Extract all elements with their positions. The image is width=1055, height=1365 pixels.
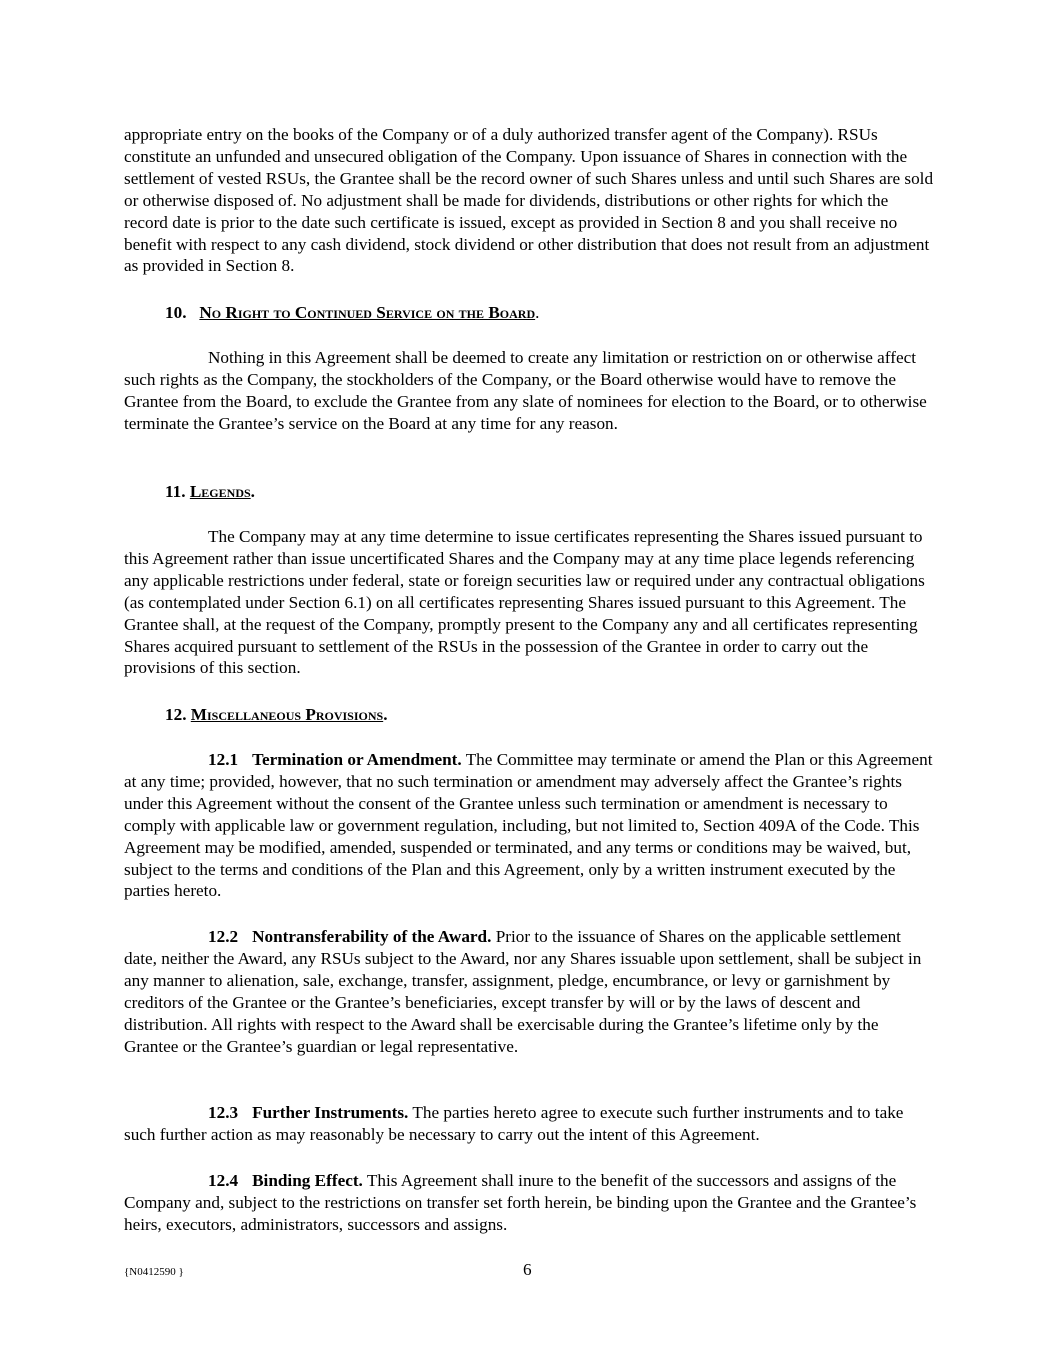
subsection-12-1-text: The Committee may terminate or amend the Plan or this Agreement at any time; provided, however, that no such termination or amendment may adversely affect the Grantee’s rights under this Agreement without the consent of the Grantee unless such termination or amendment is necessary to comply with applicable law or government regulation, including, but not limited to, Section 409A of the Code. This Agreement may be modified, amended, suspended or terminated, and any terms or conditions may be waived, but, subject to the terms and conditions of the Plan and this Agreement, only by a written instrument executed by the parties hereto.: [124, 750, 933, 901]
subsection-12-2-text: Prior to the issuance of Shares on the applicable settlement date, neither the Award, any RSUs subject to the Award, nor any Shares issuable upon settlement, shall be subject in any manner to alienation, sale, exchange, transfer, assignment, pledge, encumbrance, or levy or garnishment by creditors of the Grantee or the Grantee’s beneficiaries, except transfer by will or by the laws of descent and distribution. All rights with respect to the Award shall be exercisable during the Grantee’s lifetime only by the Grantee or the Grantee’s guardian or legal representative.: [124, 927, 922, 1056]
subsection-12-4: [124, 1170, 936, 1236]
section-10-text: Nothing in this Agreement shall be deemed to create any limitation or restriction on or otherwise affect such rights as the Company, the stockholders of the Company, or the Board otherwise would have to remove the Grantee from the Board, to exclude the Grantee from any slate of nominees for election to the Board, or to otherwise terminate the Grantee’s service on the Board at any time for any reason.: [124, 348, 927, 433]
section-12-number: 12.: [165, 705, 187, 724]
subsection-12-2-number: 12.2: [208, 927, 239, 946]
section-10-trail: .: [535, 303, 540, 322]
section-11-trail: .: [250, 482, 255, 501]
subsection-12-3-number: 12.3: [208, 1103, 239, 1122]
subsection-12-1-number: 12.1: [208, 750, 239, 769]
subsection-12-3-title: Further Instruments.: [252, 1103, 409, 1122]
section-12-heading: [165, 704, 387, 726]
section-10-number: 10.: [165, 303, 187, 322]
intro-paragraph: appropriate entry on the books of the Company or of a duly authorized transfer agent of the Company). RSUs constitute an unfunded and unsecured obligation of the Company. Upon issuance of Shares in connection with the settlement of vested RSUs, the Grantee shall be the record owner of such Shares unless and until such Shares are sold or otherwise disposed of. No adjustment shall be made for dividends, distributions or other rights for which the record date is prior to the date such certificate is issued, except as provided in Section 8 and you shall receive no benefit with respect to any cash dividend, stock dividend or other distribution that does not result from an adjustment as provided in Section 8.: [124, 125, 934, 276]
subsection-12-4-title: Binding Effect.: [252, 1171, 363, 1190]
section-11-heading: [165, 481, 255, 503]
subsection-12-4-number: 12.4: [208, 1171, 239, 1190]
section-11-title: Legends: [189, 482, 251, 501]
footer-page-number: 6: [523, 1260, 532, 1279]
subsection-12-4-text: This Agreement shall inure to the benefit of the successors and assigns of the Company and, subject to the restrictions on transfer set forth herein, be binding upon the Grantee and the Grantee’s heirs, executors, administrators, successors and assigns.: [124, 1171, 917, 1234]
subsection-12-1-title: Termination or Amendment.: [252, 750, 462, 769]
section-11-number: 11.: [165, 482, 186, 501]
section-12-title: Miscellaneous Provisions: [190, 705, 384, 724]
subsection-12-2-title: Nontransferability of the Award.: [252, 927, 492, 946]
section-11-body: [124, 526, 936, 679]
subsection-12-1: [124, 749, 936, 902]
footer-document-id: {N0412590 }: [124, 1266, 184, 1278]
subsection-12-3: [124, 1102, 936, 1146]
section-11-text: The Company may at any time determine to issue certificates representing the Shares issued pursuant to this Agreement rather than issue uncertificated Shares and the Company may at any time place legends referencing any applicable restrictions under federal, state or foreign securities law or required under any contractual obligations (as contemplated under Section 6.1) on all certificates representing Shares issued pursuant to this Agreement. The Grantee shall, at the request of the Company, promptly present to the Company any and all certificates representing Shares acquired pursuant to settlement of the RSUs in the possession of the Grantee in order to carry out the provisions of this section.: [124, 527, 925, 678]
section-12-trail: .: [383, 705, 388, 724]
intro-paragraph-block: [124, 124, 936, 277]
section-10-body: [124, 347, 936, 435]
subsection-12-2: [124, 926, 936, 1057]
section-10-title: No Right to Continued Service on the Board: [199, 303, 536, 322]
section-10-heading: [165, 302, 539, 324]
subsection-12-3-text: The parties hereto agree to execute such further instruments and to take such further action as may reasonably be necessary to carry out the intent of this Agreement.: [124, 1103, 904, 1144]
